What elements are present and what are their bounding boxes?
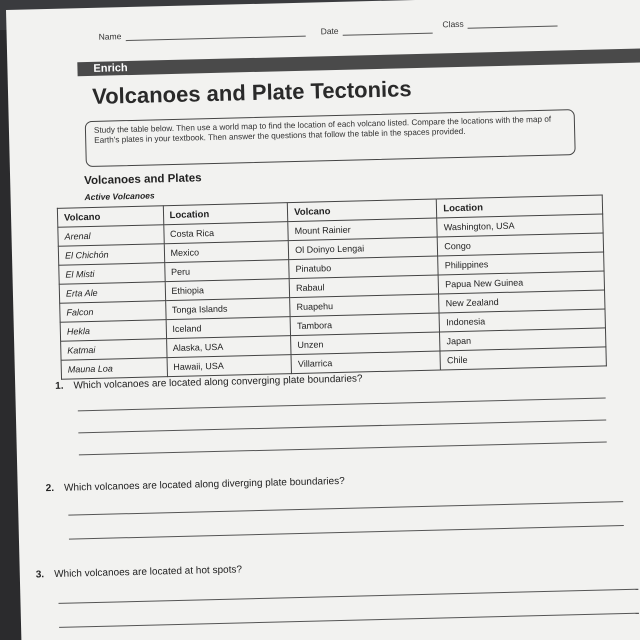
location-cell: Costa Rica [163, 222, 288, 244]
volcano-cell: Ol Doinyo Lengai [288, 237, 438, 260]
volcano-cell: Erta Ale [59, 282, 165, 304]
location-cell: Hawaii, USA [167, 355, 292, 377]
question-number: 3. [35, 569, 45, 581]
answer-line[interactable] [79, 441, 607, 455]
answer-line[interactable] [59, 589, 639, 604]
volcano-table [57, 194, 607, 379]
date-field[interactable] [320, 24, 432, 37]
question-text: Which volcanoes are located along converging plate boundaries? [73, 373, 363, 392]
answer-line[interactable] [78, 419, 606, 433]
location-cell: Congo [438, 233, 604, 256]
location-cell: Chile [440, 347, 606, 370]
question-number: 1. [55, 380, 64, 392]
location-cell: Mexico [164, 241, 289, 263]
volcano-cell: Pinatubo [289, 256, 439, 279]
col-header-location-1: Location [163, 203, 288, 225]
col-header-volcano-1: Volcano [57, 206, 163, 228]
question-text: Which volcanoes are located along diverging plate boundaries? [63, 475, 345, 494]
volcano-cell: Villarrica [291, 351, 441, 374]
date-label: Date [320, 25, 339, 37]
volcano-cell: El Chichón [58, 244, 164, 266]
col-header-volcano-2: Volcano [287, 199, 437, 222]
class-label: Class [442, 18, 464, 30]
col-header-location-2: Location [437, 195, 603, 218]
section-title: Volcanoes and Plates [84, 172, 202, 188]
location-cell: Peru [164, 260, 289, 282]
enrich-banner: Enrich [77, 48, 640, 76]
volcano-cell: Tambora [290, 313, 440, 336]
page-title: Volcanoes and Plate Tectonics [91, 76, 412, 109]
answer-line[interactable] [69, 525, 624, 540]
date-line [342, 24, 432, 36]
volcano-cell: Mount Rainier [288, 218, 438, 241]
instructions-box: Study the table below. Then use a world map to find the location of each volcano listed. Compare the locations with the map of Earth's plates in your textbook. Then answer the questions that follow the table in the spaces provided. [85, 109, 576, 167]
answer-line[interactable] [68, 501, 623, 516]
location-cell: Philippines [438, 252, 604, 275]
section-subtitle: Active Volcanoes [84, 190, 155, 203]
name-label: Name [98, 31, 122, 42]
location-cell: Papua New Guinea [438, 271, 604, 294]
class-field[interactable] [442, 17, 557, 30]
question-2 [46, 476, 345, 494]
location-cell: Tonga Islands [165, 298, 290, 320]
name-line [125, 27, 305, 41]
volcano-cell: Hekla [60, 320, 166, 342]
question-3 [36, 564, 242, 580]
answer-line[interactable] [78, 397, 606, 411]
answer-line[interactable] [59, 613, 639, 628]
volcano-cell: Mauna Loa [61, 358, 167, 380]
volcano-cell: Arenal [58, 225, 164, 247]
location-cell: Iceland [166, 317, 291, 339]
location-cell: Alaska, USA [166, 336, 291, 358]
volcano-cell: Falcon [60, 301, 166, 323]
location-cell: Ethiopia [165, 279, 290, 301]
question-number: 2. [45, 482, 55, 495]
volcano-cell: Rabaul [289, 275, 439, 298]
volcano-cell: El Misti [59, 263, 165, 285]
name-field[interactable] [99, 27, 306, 42]
worksheet-page [6, 0, 640, 640]
volcano-cell: Ruapehu [290, 294, 440, 317]
location-cell: Japan [440, 328, 606, 351]
class-line [468, 17, 558, 29]
location-cell: New Zealand [439, 290, 605, 313]
location-cell: Washington, USA [437, 214, 603, 237]
volcano-cell: Katmai [61, 339, 167, 361]
location-cell: Indonesia [439, 309, 605, 332]
question-text: Which volcanoes are located at hot spots? [54, 564, 243, 580]
volcano-cell: Unzen [291, 332, 441, 355]
